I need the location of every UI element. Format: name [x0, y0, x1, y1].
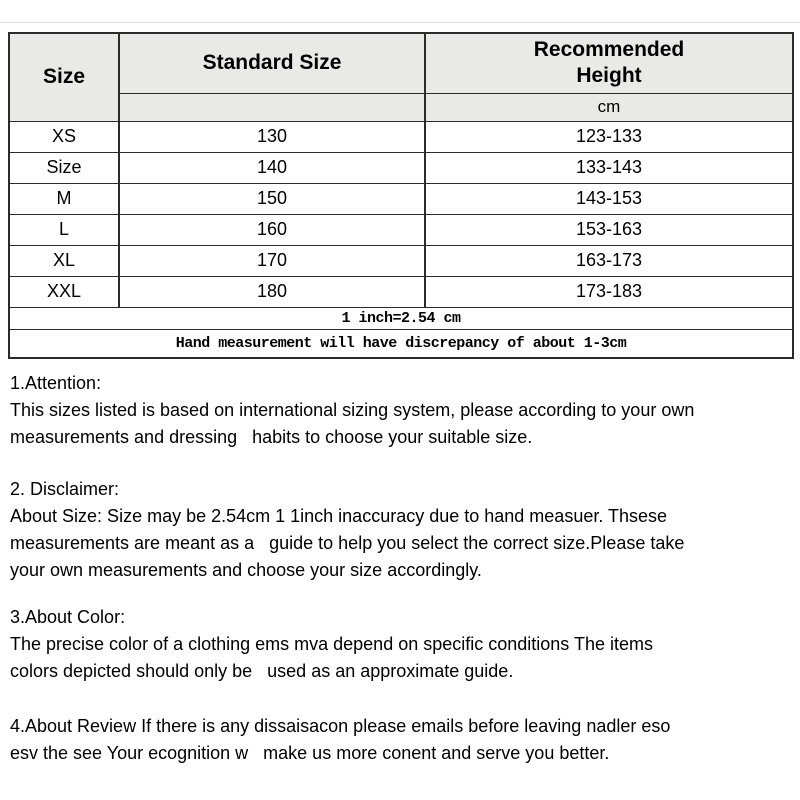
hand-measurement-row — [9, 329, 793, 358]
size-cell: M — [9, 183, 119, 214]
about-color-line: The precise color of a clothing ems mva depend on specific conditions The items — [10, 634, 653, 654]
attention-title: 1.Attention: — [10, 373, 102, 393]
note-section-about-color — [10, 604, 792, 685]
standard-size-cell: 130 — [119, 121, 425, 152]
table-row-m — [9, 183, 793, 214]
size-cell: Size — [9, 152, 119, 183]
height-cell: 143-153 — [425, 183, 793, 214]
standard-size-cell: 160 — [119, 214, 425, 245]
standard-size-cell: 170 — [119, 245, 425, 276]
table-row-xxl — [9, 276, 793, 307]
attention-line: measurements and dressing habits to choose your suitable size. — [10, 427, 533, 447]
header-row-sub — [9, 93, 793, 121]
standard-size-cell: 150 — [119, 183, 425, 214]
header-cell-recommended-height — [425, 33, 793, 93]
size-cell: XS — [9, 121, 119, 152]
recommended-height-label: Recommended Height — [533, 38, 685, 88]
table-row-l — [9, 214, 793, 245]
disclaimer-line: measurements are meant as a guide to help you select the correct size.Please take — [10, 533, 685, 553]
header-cell-standard-size: Standard Size — [119, 33, 425, 93]
standard-size-cell: 180 — [119, 276, 425, 307]
height-cell: 133-143 — [425, 152, 793, 183]
note-section-about-review — [10, 713, 792, 767]
header-cell-empty — [119, 93, 425, 121]
header-row-main — [9, 33, 793, 93]
table-row-s — [9, 152, 793, 183]
note-section-attention — [10, 370, 792, 451]
disclaimer-title: 2. Disclaimer: — [10, 479, 120, 499]
size-cell: XXL — [9, 276, 119, 307]
size-cell: XL — [9, 245, 119, 276]
about-color-line: colors depicted should only be used as an approximate guide. — [10, 661, 514, 681]
size-cell: L — [9, 214, 119, 245]
header-cell-unit-cm: cm — [425, 93, 793, 121]
table-row-xs — [9, 121, 793, 152]
about-review-line: esv the see Your ecognition w make us more conent and serve you better. — [10, 743, 610, 763]
header-cell-size: Size — [9, 33, 119, 121]
note-section-disclaimer — [10, 476, 792, 584]
height-cell: 173-183 — [425, 276, 793, 307]
disclaimer-line: your own measurements and choose your size accordingly. — [10, 560, 482, 580]
hand-measurement-note: Hand measurement will have discrepancy of about 1-3cm — [9, 329, 793, 358]
attention-line: This sizes listed is based on international sizing system, please according to your own — [10, 400, 695, 420]
disclaimer-line: About Size: Size may be 2.54cm 1 1inch inaccuracy due to hand measuer. Thsese — [10, 506, 668, 526]
height-cell: 153-163 — [425, 214, 793, 245]
size-chart-table — [8, 32, 794, 359]
table-row-xl — [9, 245, 793, 276]
inch-conversion-row — [9, 307, 793, 329]
about-review-line: 4.About Review If there is any dissaisacon please emails before leaving nadler eso — [10, 716, 671, 736]
standard-size-cell: 140 — [119, 152, 425, 183]
top-divider-rule — [0, 22, 800, 23]
height-cell: 163-173 — [425, 245, 793, 276]
notes-block — [10, 370, 792, 767]
height-cell: 123-133 — [425, 121, 793, 152]
about-color-title: 3.About Color: — [10, 607, 126, 627]
inch-conversion-note: 1 inch=2.54 cm — [9, 307, 793, 329]
